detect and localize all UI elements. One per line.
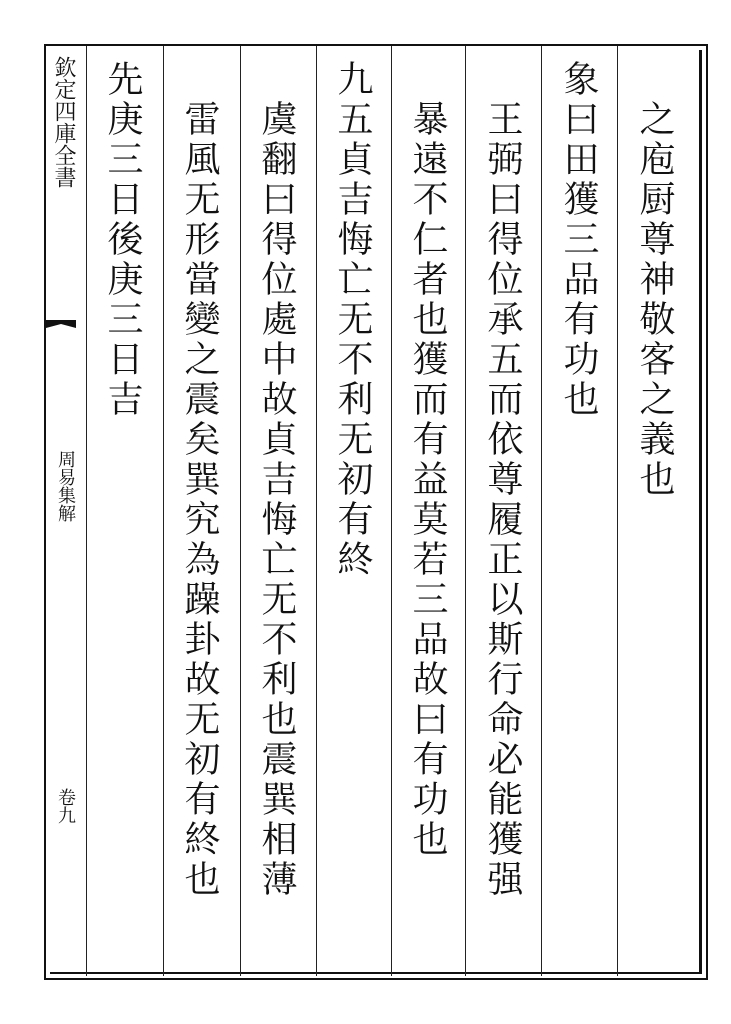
text-column-5: 九五貞吉悔亡无不利无初有終: [332, 60, 373, 580]
column-divider-line: [316, 46, 317, 976]
text-column-4: 暴遠不仁者也獲而有益莫若三品故曰有功也: [407, 100, 448, 860]
column-divider-line: [617, 46, 618, 976]
collection-title: 欽定四庫全書: [51, 56, 76, 188]
text-column-7: 雷風无形當變之震矣巽究為躁卦故无初有終也: [179, 100, 220, 900]
text-column-1: 之庖厨尊神敬客之義也: [634, 100, 675, 500]
column-divider-line: [240, 46, 241, 976]
column-divider-line: [465, 46, 466, 976]
fish-tail-mark-icon: [46, 320, 76, 340]
column-divider-line: [541, 46, 542, 976]
margin-divider-line: [86, 46, 87, 976]
page-border-inner: [50, 50, 702, 974]
column-divider-line: [391, 46, 392, 976]
column-divider-line: [163, 46, 164, 976]
text-column-8: 先庚三日後庚三日吉: [102, 60, 143, 420]
juan-label: 卷九: [55, 788, 76, 824]
text-column-6: 虞翻曰得位處中故貞吉悔亡无不利也震巽相薄: [256, 100, 297, 900]
text-column-2: 象曰田獲三品有功也: [558, 60, 599, 420]
text-column-3: 王弼曰得位承五而依尊履正以斯行命必能獲强: [482, 100, 523, 900]
book-title: 周易集解: [55, 450, 76, 522]
